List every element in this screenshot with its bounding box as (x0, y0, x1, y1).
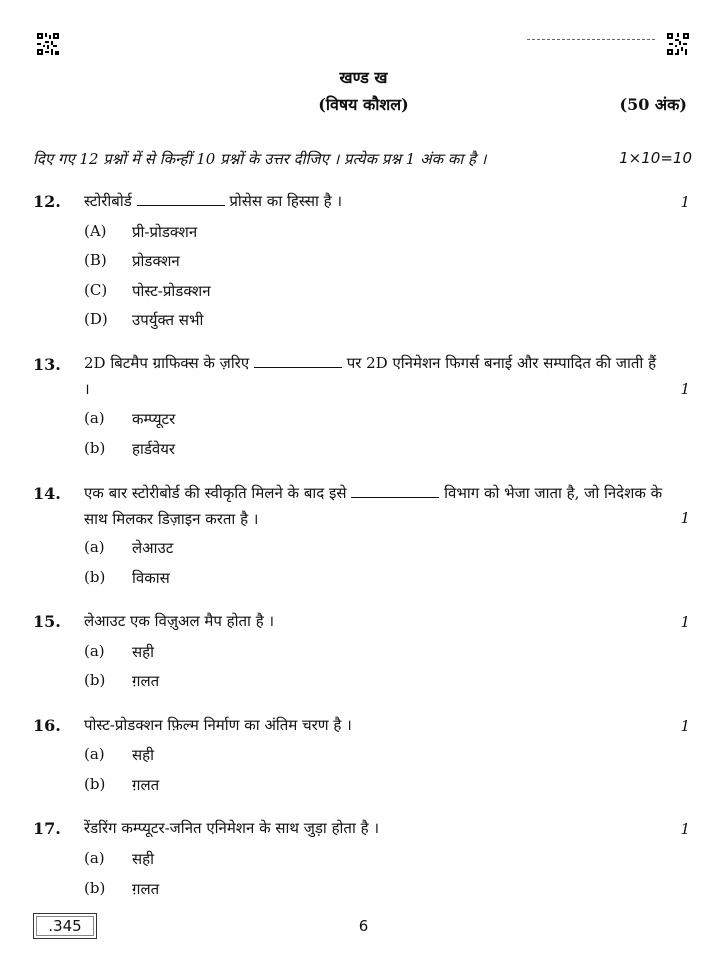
option-key: (D) (84, 310, 108, 328)
option-key: (a) (84, 849, 105, 867)
question-number: 17. (33, 819, 61, 838)
fill-in-blank (137, 191, 225, 206)
option-key: (b) (84, 879, 106, 897)
question-text: एक बार स्टोरीबोर्ड की स्वीकृति मिलने के बाद इसे विभाग को भेजा जाता है, जो निदेशक के साथ मिलकर डिज़ाइन करता है । (84, 484, 663, 528)
option-text: पोस्ट-प्रोडक्शन (132, 282, 211, 300)
question-mark: 1 (680, 509, 690, 527)
section-subtitle: (विषय कौशल) (318, 95, 409, 114)
paper-code: .345 (33, 913, 97, 939)
option-key: (b) (84, 568, 106, 586)
option-text: ग़लत (132, 672, 160, 690)
left-qr-code-icon (37, 33, 59, 55)
option-text: लेआउट (132, 539, 174, 557)
option-key: (b) (84, 671, 106, 689)
section-title: खण्ड ख (339, 68, 388, 87)
instruction-text: दिए गए 12 प्रश्नों में से किन्हीं 10 प्रश्नों के उत्तर दीजिए । प्रत्येक प्रश्न 1 अंक का है । (33, 150, 487, 168)
question-mark: 1 (680, 613, 690, 631)
option-text: ग़लत (132, 880, 160, 898)
fill-in-blank (351, 483, 439, 498)
question-text: पोस्ट-प्रोडक्शन फ़िल्म निर्माण का अंतिम चरण है । (84, 716, 352, 734)
question-mark: 1 (680, 193, 690, 211)
option-key: (a) (84, 642, 105, 660)
question-text: 2D बिटमैप ग्राफिक्स के ज़रिए पर 2D एनिमेशन फिगर्स बनाई और सम्पादित की जाती हैं । (84, 354, 657, 398)
option-text: विकास (132, 569, 170, 587)
question-mark: 1 (680, 820, 690, 838)
option-text: सही (132, 746, 154, 764)
fill-in-blank (254, 353, 342, 368)
option-text: हार्डवेयर (132, 440, 176, 458)
page-number: 6 (358, 917, 369, 935)
option-key: (a) (84, 745, 105, 763)
option-key: (C) (84, 281, 108, 299)
question-text: लेआउट एक विज़ुअल मैप होता है । (84, 612, 275, 630)
question-text: स्टोरीबोर्ड प्रोसेस का हिस्सा है । (84, 192, 343, 210)
option-key: (a) (84, 409, 105, 427)
option-key: (A) (84, 222, 107, 240)
option-key: (b) (84, 439, 106, 457)
option-text: कम्प्यूटर (132, 410, 176, 428)
instruction-marks: 1×10=10 (619, 149, 692, 167)
question-number: 14. (33, 484, 61, 503)
question-number: 12. (33, 192, 61, 211)
section-total-marks: (50 अंक) (619, 95, 687, 114)
right-qr-code-icon (667, 33, 689, 55)
option-text: प्री-प्रोडक्शन (132, 223, 198, 241)
question-number: 15. (33, 612, 61, 631)
option-key: (b) (84, 775, 106, 793)
option-key: (B) (84, 251, 107, 269)
option-text: सही (132, 850, 154, 868)
option-key: (a) (84, 538, 105, 556)
question-mark: 1 (680, 380, 690, 398)
question-number: 13. (33, 355, 61, 374)
option-text: ग़लत (132, 776, 160, 794)
option-text: सही (132, 643, 154, 661)
question-mark: 1 (680, 717, 690, 735)
option-text: उपर्युक्त सभी (132, 311, 204, 329)
question-number: 16. (33, 716, 61, 735)
question-text: रेंडरिंग कम्प्यूटर-जनित एनिमेशन के साथ जुड़ा होता है । (84, 819, 380, 837)
option-text: प्रोडक्शन (132, 252, 180, 270)
top-dashed-line (527, 39, 655, 40)
